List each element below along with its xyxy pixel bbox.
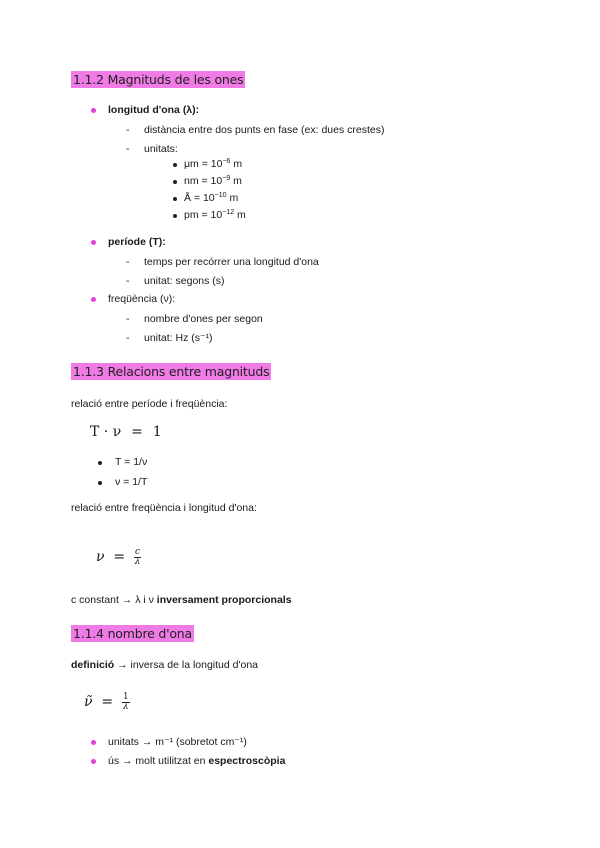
wavelength-label: longitud d'ona (λ): [108, 104, 200, 116]
constant-c-statement: c constant → λ i ν inversament proporcionals [71, 594, 292, 606]
units-label: unitats: [144, 143, 178, 155]
wavenumber-units: unitats → m⁻¹ (sobretot cm⁻¹) [108, 736, 247, 748]
bullet-dot [91, 108, 96, 113]
period-label: període (T): [108, 236, 166, 248]
section-heading-1-1-4: 1.1.4 nombre d'ona [73, 626, 192, 641]
equation-period-frequency: T · ν = 1 [90, 424, 162, 440]
dash-marker: - [126, 332, 130, 344]
frequency-label: freqüència (ν): [108, 293, 176, 305]
equation-wavenumber: ν̃ = $\frac{1}{\lambda}$ [84, 692, 129, 712]
wavenumber-use: ús → molt utilitzat en espectroscòpia [108, 755, 286, 767]
frequency-unit: unitat: Hz (s⁻¹) [144, 332, 213, 344]
bullet-dot [98, 481, 102, 485]
dash-marker: - [126, 275, 130, 287]
relation-bullet-2: ν = 1/T [115, 476, 148, 488]
dash-marker: - [126, 124, 130, 136]
bullet-dot [91, 240, 96, 245]
bullet-dot [173, 197, 177, 201]
wavenumber-definition: definició → inversa de la longitud d'ona [71, 659, 259, 671]
section-heading-1-1-2: 1.1.2 Magnituds de les ones [73, 72, 244, 87]
unit-nanometer: nm = $10^{-9}$ m [184, 175, 242, 187]
relation-frequency-wavelength-text: relació entre freqüència i longitud d'ona: [71, 502, 257, 514]
dash-marker: - [126, 256, 130, 268]
dash-marker: - [126, 313, 130, 325]
relation-bullet-1: T = 1/ν [115, 456, 148, 468]
wavelength-definition: distància entre dos punts en fase (ex: dues crestes) [144, 124, 385, 136]
period-unit: unitat: segons (s) [144, 275, 225, 287]
section-heading-1-1-3: 1.1.3 Relacions entre magnituds [73, 364, 270, 379]
relation-period-frequency-text: relació entre període i freqüència: [71, 398, 228, 410]
dash-marker: - [126, 143, 130, 155]
equation-frequency-wavelength: ν = $\frac{c}{\lambda}$ [96, 547, 141, 567]
bullet-dot [173, 163, 177, 167]
bullet-dot [173, 214, 177, 218]
bullet-dot [173, 180, 177, 184]
bullet-dot [91, 740, 96, 745]
unit-angstrom: Å = $10^{-10}$ m [184, 192, 239, 204]
bullet-dot [91, 297, 96, 302]
frequency-definition: nombre d'ones per segon [144, 313, 263, 325]
unit-picometer: pm = $10^{-12}$ m [184, 209, 246, 221]
bullet-dot [98, 461, 102, 465]
bullet-dot [91, 759, 96, 764]
period-definition: temps per recórrer una longitud d'ona [144, 256, 319, 268]
unit-micrometer: $\mu m = 10^{-6}$ m [184, 158, 243, 170]
